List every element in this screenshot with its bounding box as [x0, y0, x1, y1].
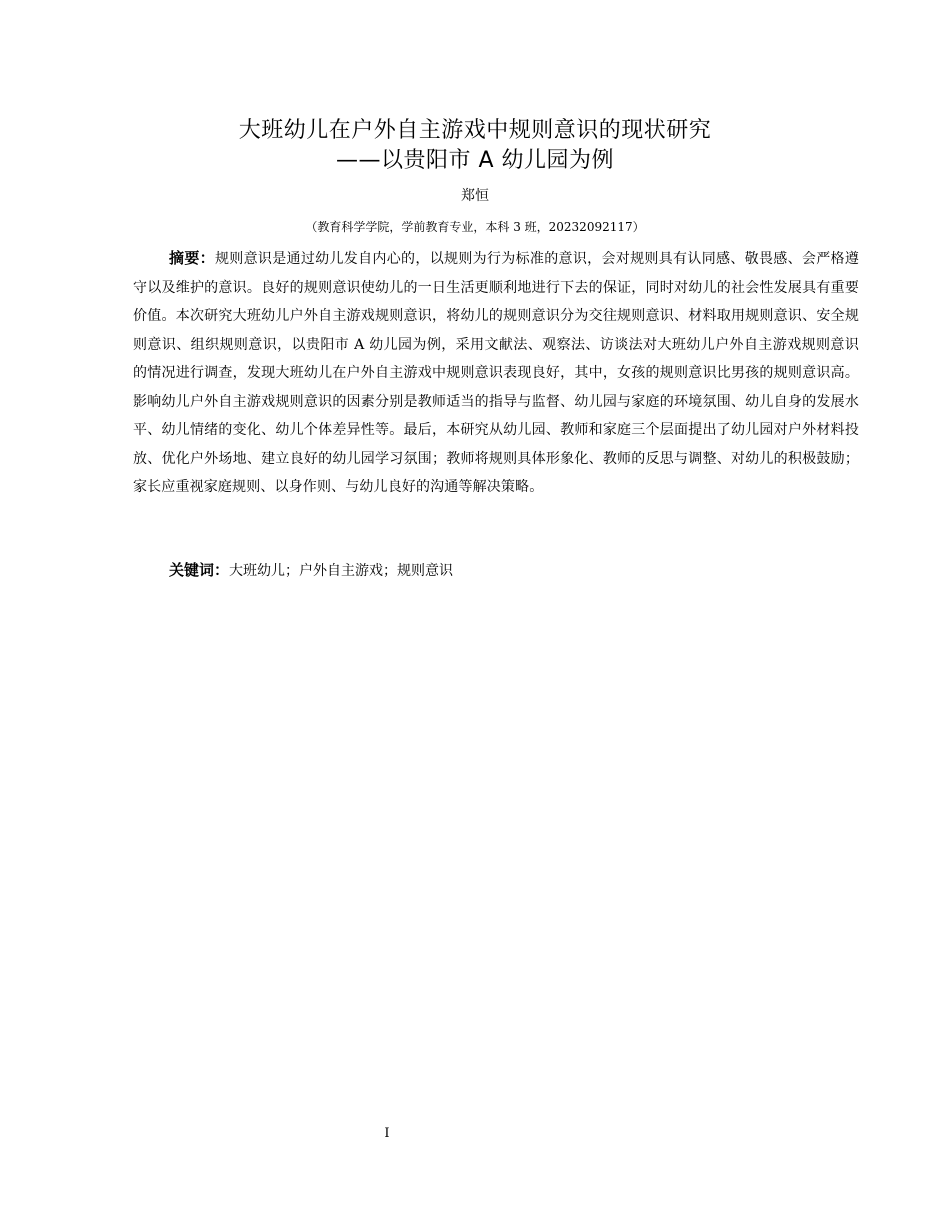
abstract-text: 规则意识是通过幼儿发自内心的，以规则为行为标准的意识，会对规则具有认同感、敬畏感、会严格遵守以及维护的意识。良好的规则意识使幼儿的一日生活更顺利地进行下去的保证，同时对幼儿的社会性发展具有重要价值。本次研究大班幼儿户外自主游戏规则意识，将幼儿的规则意识分为交往规则意识、材料取用规则意识、安全规则意识、组织规则意识，以贵阳市 A 幼儿园为例，采用文献法、观察法、访谈法对大班幼儿户外自主游戏规则意识的情况进行调查，发现大班幼儿在户外自主游戏中规则意识表现良好，其中，女孩的规则意识比男孩的规则意识高。影响幼儿户外自主游戏规则意识的因素分别是教师适当的指导与监督、幼儿园与家庭的环境氛围、幼儿自身的发展水平、幼儿情绪的变化、幼儿个体差异性等。最后，本研究从幼儿园、教师和家庭三个层面提出了幼儿园对户外材料投放、优化户外场地、建立良好的幼儿园学习氛围；教师将规则具体形象化、教师的反思与调整、对幼儿的积极鼓励；家长应重视家庭规则、以身作则、与幼儿良好的沟通等解决策略。 [133, 251, 859, 495]
keywords-line [169, 556, 453, 585]
paper-subtitle: ——以贵阳市 A 幼儿园为例 [335, 148, 615, 173]
author-affiliation: （教育科学学院，学前教育专业，本科 3 班，20232092117） [305, 220, 645, 234]
paper-title: 大班幼儿在户外自主游戏中规则意识的现状研究 [238, 118, 712, 143]
abstract-paragraph [133, 244, 859, 502]
page-number: I [384, 1126, 390, 1141]
keywords-text: 大班幼儿；户外自主游戏；规则意识 [229, 563, 454, 579]
author-name: 郑恒 [461, 188, 489, 204]
abstract-label: 摘要： [169, 249, 215, 267]
keywords-label: 关键词： [169, 561, 230, 579]
